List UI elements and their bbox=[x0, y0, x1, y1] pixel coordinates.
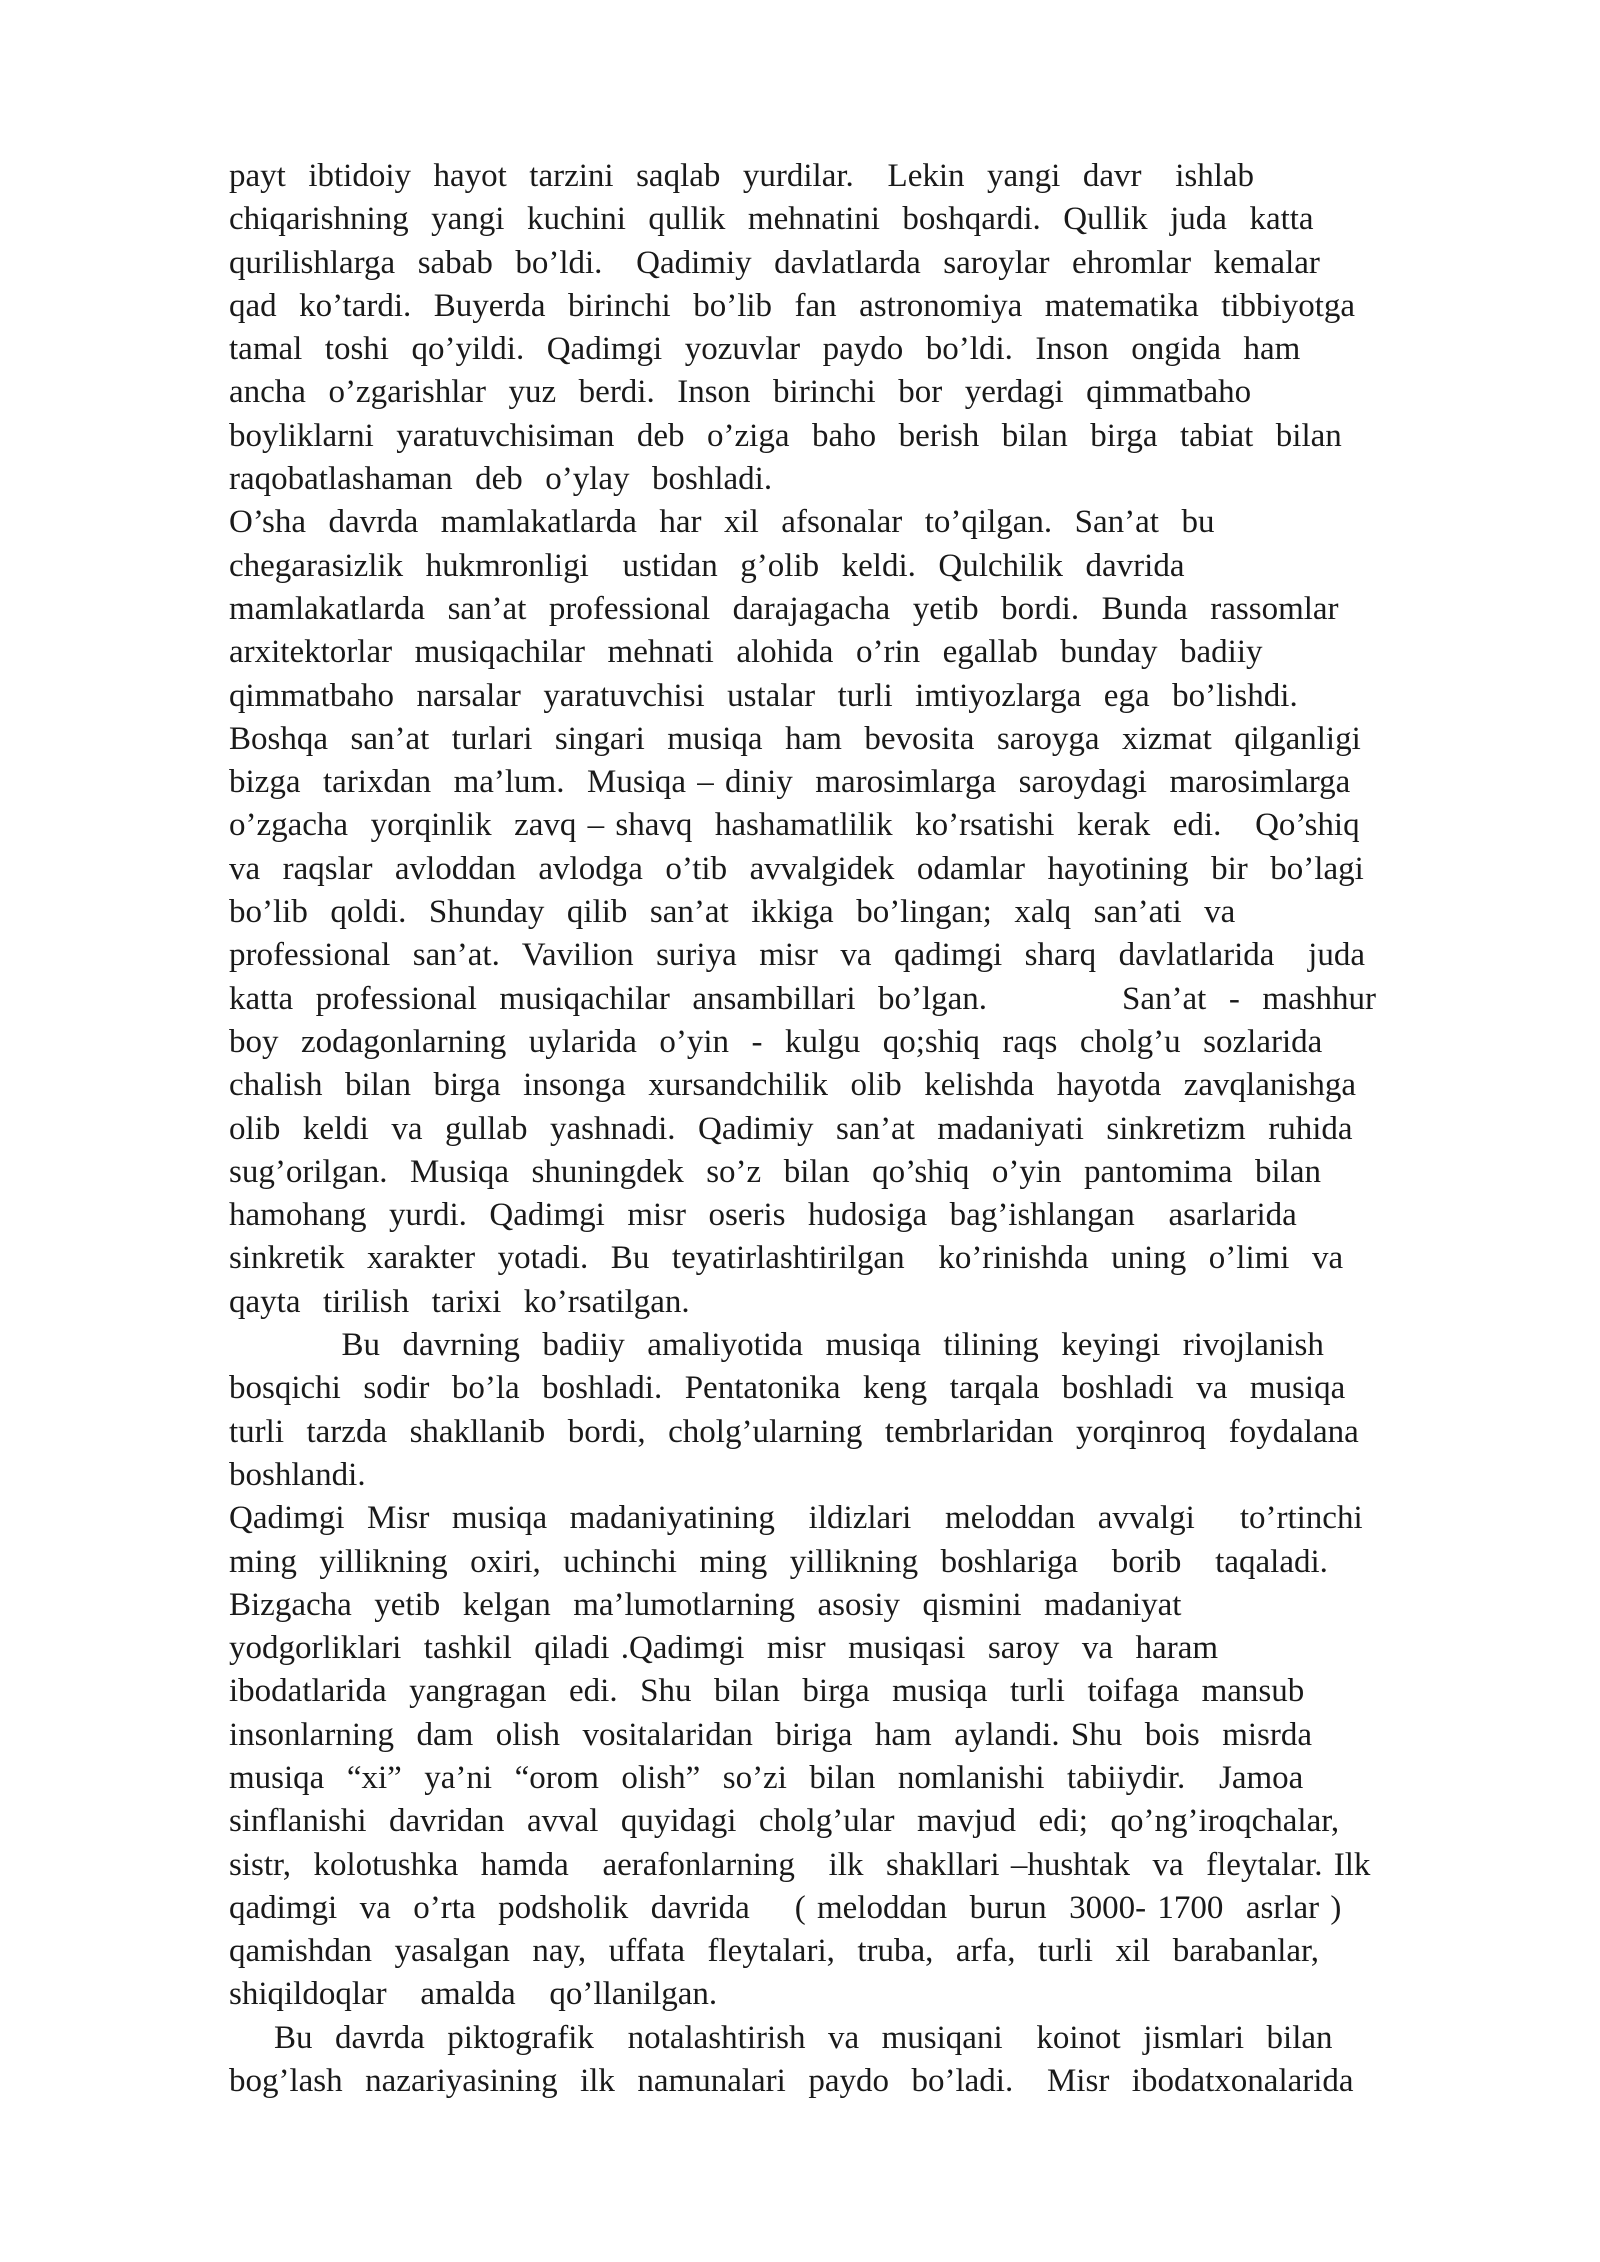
text-line: chegarasizlik hukmronligi ustidan g’olib keldi. Qulchilik davrida bbox=[229, 547, 1185, 584]
text-line: ancha o’zgarishlar yuz berdi. Inson birinchi bor yerdagi qimmatbaho bbox=[229, 374, 1252, 411]
text-line: ming yillikning oxiri, uchinchi ming yillikning boshlariga borib taqaladi. bbox=[229, 1543, 1328, 1580]
text-line: qayta tirilish tarixi ko’rsatilgan. bbox=[229, 1283, 690, 1320]
text-line: Qadimgi Misr musiqa madaniyatining ildizlari meloddan avvalgi to’rtinchi bbox=[229, 1500, 1363, 1537]
text-line: chalish bilan birga insonga xursandchilik olib kelishda hayotda zavqlanishga bbox=[229, 1067, 1356, 1104]
text-line: boyliklarni yaratuvchisiman deb o’ziga baho berish bilan birga tabiat bilan bbox=[229, 417, 1342, 454]
text-line: insonlarning dam olish vositalaridan biriga ham aylandi. Shu bois misrda bbox=[229, 1716, 1313, 1753]
text-line: boy zodagonlarning uylarida o’yin - kulgu qo;shiq raqs cholg’u sozlarida bbox=[229, 1023, 1323, 1060]
text-line: professional san’at. Vavilion suriya misr va qadimgi sharq davlatlarida juda bbox=[229, 937, 1365, 974]
text-line: sistr, kolotushka hamda aerafonlarning ilk shakllari –hushtak va fleytalar. Ilk bbox=[229, 1846, 1371, 1883]
text-line: yodgorliklari tashkil qiladi .Qadimgi misr musiqasi saroy va haram bbox=[229, 1630, 1219, 1667]
text-line: Boshqa san’at turlari singari musiqa ham bevosita saroyga xizmat qilganligi bbox=[229, 720, 1361, 757]
text-line: katta professional musiqachilar ansambillari bo’lgan. San’at - mashhur bbox=[229, 980, 1376, 1017]
text-line: mamlakatlarda san’at professional darajagacha yetib bordi. Bunda rassomlar bbox=[229, 590, 1339, 627]
text-line: payt ibtidoiy hayot tarzini saqlab yurdilar. Lekin yangi davr ishlab bbox=[229, 158, 1255, 194]
text-line: Bu davrning badiiy amaliyotida musiqa tilining keyingi rivojlanish bbox=[229, 1327, 1324, 1364]
text-line: ibodatlarida yangragan edi. Shu bilan birga musiqa turli toifaga mansub bbox=[229, 1673, 1305, 1710]
text-line: sinkretik xarakter yotadi. Bu teyatirlashtirilgan ko’rinishda uning o’limi va bbox=[229, 1240, 1344, 1277]
text-line: arxitektorlar musiqachilar mehnati alohida o’rin egallab bunday badiiy bbox=[229, 634, 1263, 671]
text-line: musiqa “xi” ya’ni “orom olish” so’zi bilan nomlanishi tabiiydir. Jamoa bbox=[229, 1759, 1304, 1796]
text-line: boshlandi. bbox=[229, 1456, 366, 1493]
text-line: olib keldi va gullab yashnadi. Qadimiy san’at madaniyati sinkretizm ruhida bbox=[229, 1110, 1353, 1147]
text-line: sug’orilgan. Musiqa shuningdek so’z bilan qo’shiq o’yin pantomima bilan bbox=[229, 1153, 1321, 1190]
text-line: qadimgi va o’rta podsholik davrida ( meloddan burun 3000- 1700 asrlar ) bbox=[229, 1889, 1342, 1926]
text-line: qimmatbaho narsalar yaratuvchisi ustalar turli imtiyozlarga ega bo’lishdi. bbox=[229, 677, 1298, 714]
text-line: Bizgacha yetib kelgan ma’lumotlarning asosiy qismini madaniyat bbox=[229, 1586, 1182, 1623]
text-line: va raqslar avloddan avlodga o’tib avvalgidek odamlar hayotining bir bo’lagi bbox=[229, 850, 1364, 887]
text-line: O’sha davrda mamlakatlarda har xil afsonalar to’qilgan. San’at bu bbox=[229, 504, 1215, 541]
text-line: qurilishlarga sabab bo’ldi. Qadimiy davlatlarda saroylar ehromlar kemalar bbox=[229, 244, 1320, 281]
text-line: bizga tarixdan ma’lum. Musiqa – diniy marosimlarga saroydagi marosimlarga bbox=[229, 764, 1351, 801]
text-line: chiqarishning yangi kuchini qullik mehnatini boshqardi. Qullik juda katta bbox=[229, 201, 1314, 238]
text-line: Bu davrda piktografik notalashtirish va musiqani koinot jismlari bilan bbox=[229, 2019, 1333, 2056]
text-line: sinflanishi davridan avval quyidagi cholg’ular mavjud edi; qo’ng’iroqchalar, bbox=[229, 1803, 1340, 1840]
text-line: bosqichi sodir bo’la boshladi. Pentatonika keng tarqala boshladi va musiqa bbox=[229, 1370, 1346, 1407]
text-line: hamohang yurdi. Qadimgi misr oseris hudosiga bag’ishlangan asarlarida bbox=[229, 1197, 1297, 1234]
text-line: bog’lash nazariyasining ilk namunalari paydo bo’ladi. Misr ibodatxonalarida bbox=[229, 2063, 1354, 2100]
text-line: bo’lib qoldi. Shunday qilib san’at ikkiga bo’lingan; xalq san’ati va bbox=[229, 894, 1236, 931]
text-line: qad ko’tardi. Buyerda birinchi bo’lib fan astronomiya matematika tibbiyotga bbox=[229, 287, 1356, 324]
body-text bbox=[229, 155, 1489, 2103]
text-line: o’zgacha yorqinlik zavq – shavq hashamatlilik ko’rsatishi kerak edi. Qo’shiq bbox=[229, 807, 1360, 844]
text-line: turli tarzda shakllanib bordi, cholg’ularning tembrlaridan yorqinroq foydalana bbox=[229, 1413, 1359, 1450]
text-line: tamal toshi qo’yildi. Qadimgi yozuvlar paydo bo’ldi. Inson ongida ham bbox=[229, 331, 1301, 368]
text-line: qamishdan yasalgan nay, uffata fleytalari, truba, arfa, turli xil barabanlar, bbox=[229, 1933, 1319, 1970]
text-line: shiqildoqlar amalda qo’llanilgan. bbox=[229, 1976, 718, 2013]
text-line: raqobatlashaman deb o’ylay boshladi. bbox=[229, 461, 773, 498]
